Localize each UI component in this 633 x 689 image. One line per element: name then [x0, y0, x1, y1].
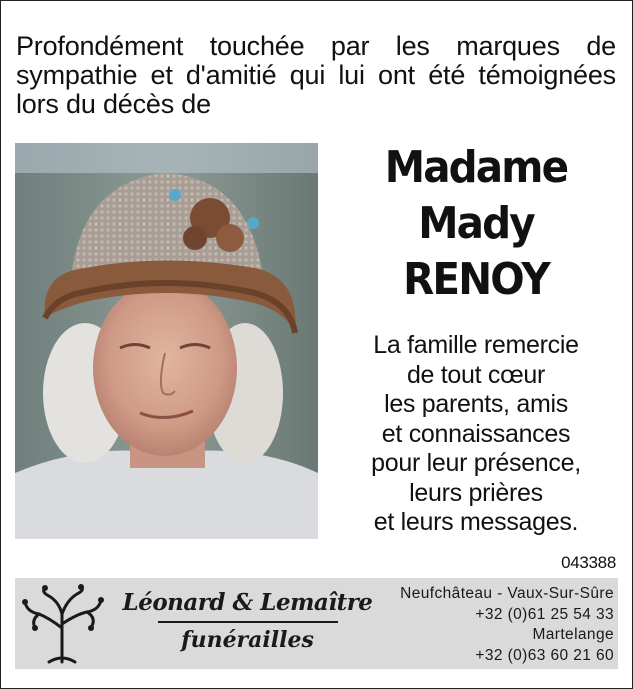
tree-icon — [19, 584, 105, 664]
contact-info — [400, 584, 614, 666]
firm-subtitle: funérailles — [181, 627, 314, 653]
deceased-title: Madame — [384, 142, 568, 193]
thanks-message — [340, 331, 612, 538]
intro-text: Profondément touchée par les marques de sympathie et d'amitié qui lui ont été témoignées lors du décès de — [16, 31, 616, 119]
portrait-photo — [15, 143, 318, 539]
firm-name: Léonard & Lemaître — [122, 589, 373, 616]
thanks-line: pour leur présence, — [371, 449, 581, 477]
deceased-name — [340, 140, 612, 308]
thanks-line: les parents, amis — [384, 390, 568, 418]
contact-phone: +32 (0)63 60 21 60 — [475, 646, 614, 664]
firm-divider — [158, 621, 338, 623]
reference-number: 043388 — [561, 553, 616, 572]
contact-phone: +32 (0)61 25 54 33 — [475, 605, 614, 623]
thanks-line: leurs prières — [409, 478, 543, 507]
deceased-first-name: Mady — [418, 198, 534, 249]
contact-location: Martelange — [532, 626, 614, 643]
funeral-home-logo — [110, 588, 385, 653]
thanks-line: La famille remercie — [373, 331, 579, 359]
thanks-line: de tout cœur — [406, 360, 546, 389]
contact-location: Neufchâteau - Vaux-Sur-Sûre — [400, 585, 614, 602]
portrait-image — [15, 143, 318, 539]
funeral-home-banner — [15, 578, 618, 669]
thanks-line: et leurs messages. — [373, 508, 579, 536]
thanks-line: et connaissances — [381, 419, 571, 448]
deceased-last-name: RENOY — [403, 254, 549, 305]
